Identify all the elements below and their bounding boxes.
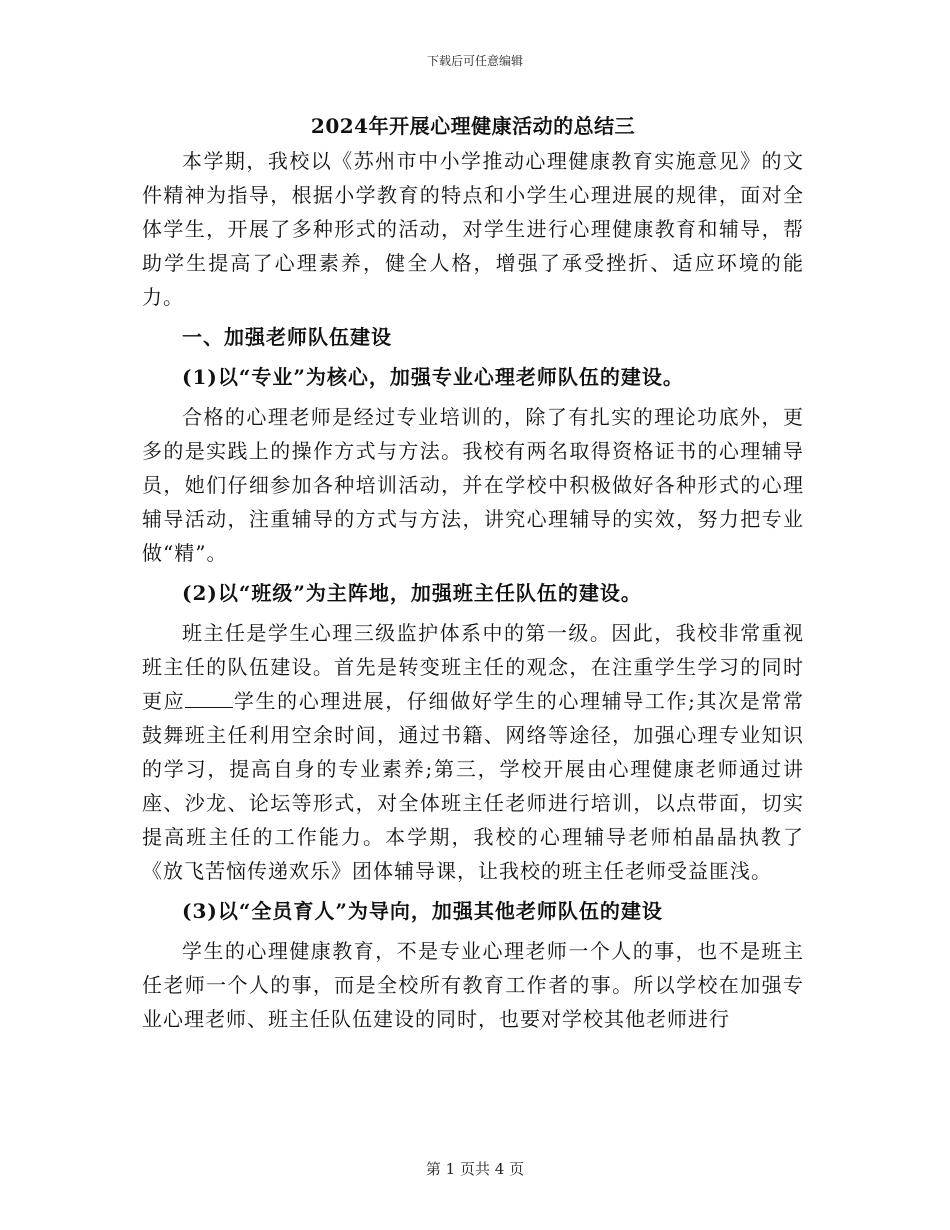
header-note: 下载后可任意编辑 [426, 54, 523, 68]
subsection-heading-2: (2)以“班级”为主阵地，加强班主任队伍的建设。 [182, 581, 642, 605]
subsection-body-1: 合格的心理老师是经过专业培训的，除了有扎实的理论功底外，更多的是实践上的操作方式与方法。我校有两名取得资格证书的心理辅导员，她们仔细参加各种培训活动，并在学校中积极做好各种形式的心理辅导活动，注重辅导的方式与方法，讲究心理辅导的实效，努力把专业做“精”。 [142, 405, 804, 565]
section-heading-1: 一、加强老师队伍建设 [182, 325, 392, 349]
intro-paragraph: 本学期，我校以《苏州市中小学推动心理健康教育实施意见》的文件精神为指导，根据小学教育的特点和小学生心理进展的规律，面对全体学生，开展了多种形式的活动，对学生进行心理健康教育和辅导，帮助学生提高了心理素养，健全人格，增强了承受挫折、适应环境的能力。 [142, 149, 804, 309]
subsection-heading-3: (3)以“全员育人”为导向，加强其他老师队伍的建设 [182, 899, 663, 923]
document-title: 2024年开展心理健康活动的总结三 [310, 114, 636, 138]
subsection-body-2 [142, 616, 804, 888]
subsection-body-3: 学生的心理健康教育，不是专业心理老师一个人的事，也不是班主任老师一个人的事，而是全校所有教育工作者的事。所以学校在加强专业心理老师、班主任队伍建设的同时，也要对学校其他老师进行 [142, 939, 804, 1031]
document-body [142, 112, 804, 1036]
page-number: 第 1 页共 4 页 [425, 1160, 525, 1178]
subsection-body-2-part2: 学生的心理进展，仔细做好学生的心理辅导工作;其次是常常鼓舞班主任利用空余时间，通过书籍、网络等途径，加强心理专业知识的学习，提高自身的专业素养;第三，学校开展由心理健康老师通过讲座、沙龙、论坛等形式，对全体班主任老师进行培训，以点带面，切实提高班主任的工作能力。本学期，我校的心理辅导老师柏晶晶执教了《放飞苦恼传递欢乐》团体辅导课，让我校的班主任老师受益匪浅。 [142, 689, 804, 883]
subsection-heading-1: (1)以“专业”为核心，加强专业心理老师队伍的建设。 [182, 365, 684, 389]
fill-in-blank [185, 689, 233, 708]
subsection-body-2-part1: 班主任是学生心理三级监护体系中的第一级。因此，我校非常重视班主任的队伍建设。首先是转变班主任的观念，在注重学生学习的同时更应 [142, 621, 804, 713]
